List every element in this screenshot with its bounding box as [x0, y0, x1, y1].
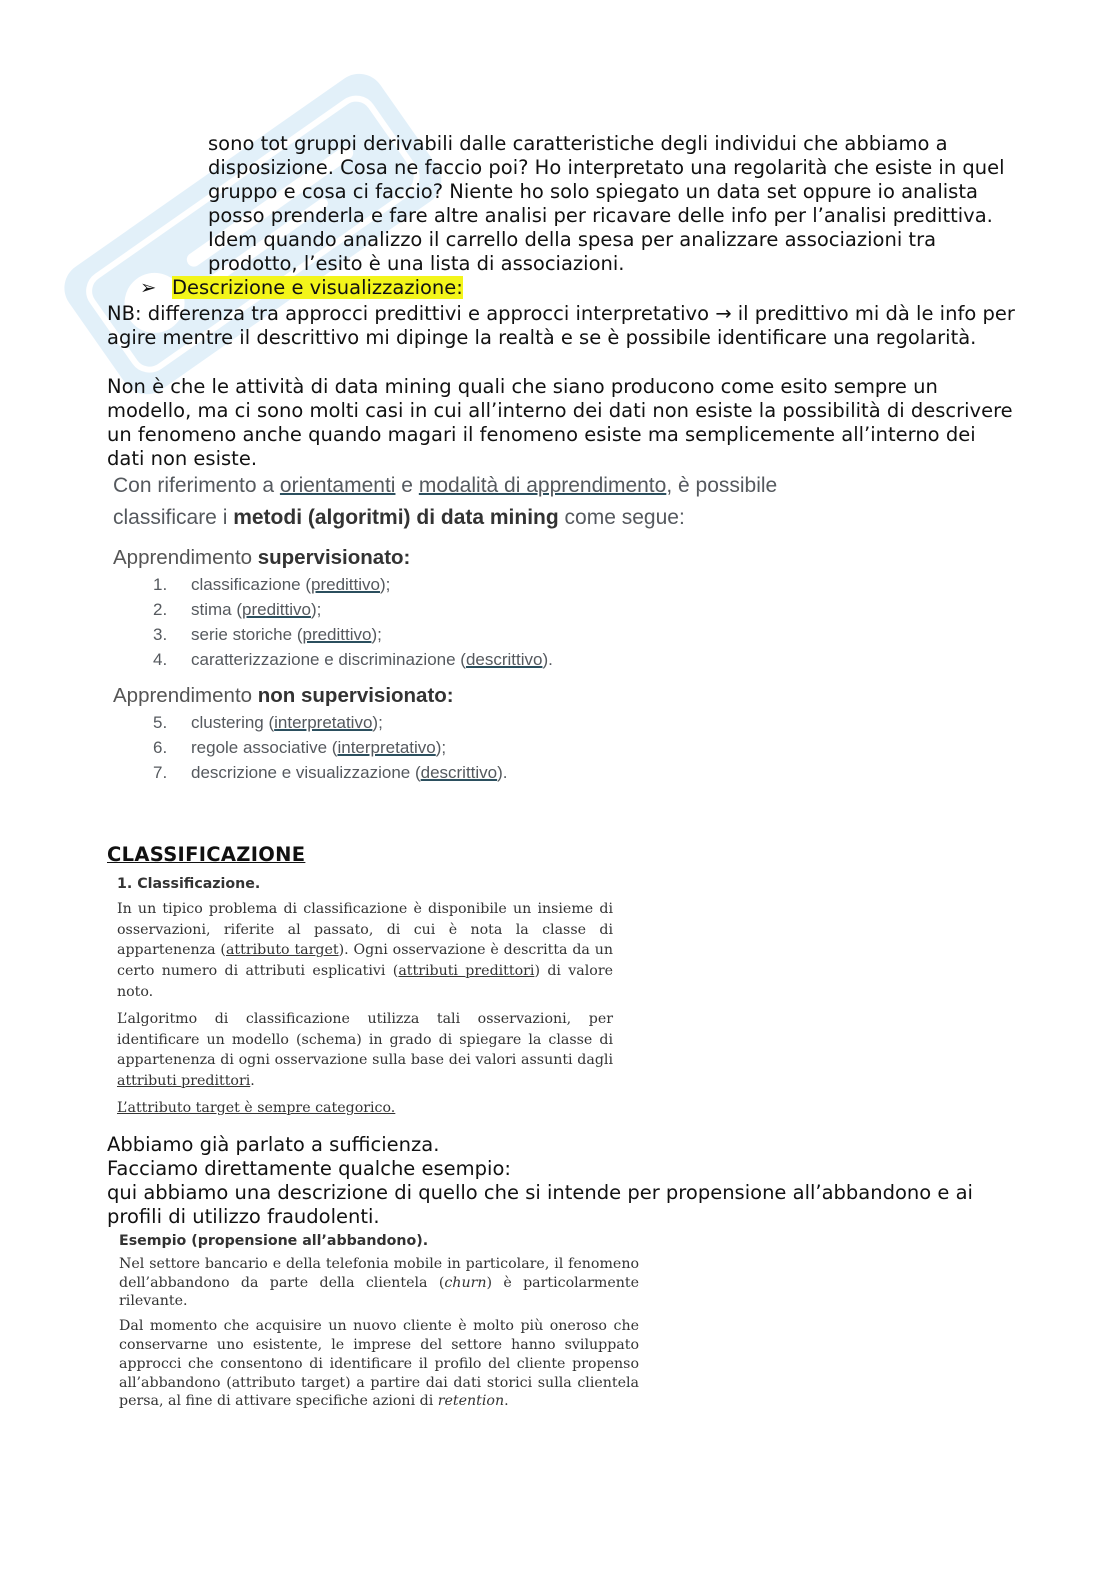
paragraph-after-2: Facciamo direttamente qualche esempio:: [107, 1157, 511, 1180]
list-item: 5. clustering (interpretativo);: [153, 713, 383, 732]
book-excerpt-churn: [119, 1232, 639, 1417]
excerpt-note: L’attributo target è sempre categorico.: [117, 1099, 396, 1116]
group-unsupervised: Apprendimento non supervisionato:: [113, 684, 454, 707]
list-unsupervised: [113, 710, 813, 785]
paragraph-intro: sono tot gruppi derivabili dalle caratteristiche degli individui che abbiamo a disposizione. Cosa ne faccio poi? Ho interpretato una regolarità che esiste in quel gruppo e cosa ci faccio? Niente ho solo spiegato un data set oppure io analista posso prenderla e fare altre analisi per ricavare delle info per l’analisi predittiva. Idem quando analizzo il carrello della spesa per analizzare associazioni tra prodotto, l’esito è una lista di associazioni.: [208, 132, 1005, 275]
group-supervised: Apprendimento supervisionato:: [113, 546, 411, 569]
book-excerpt-classification: [117, 874, 613, 1125]
excerpt-paragraph: Dal momento che acquisire un nuovo cliente è molto più oneroso che conservarne uno esistente, le imprese del settore hanno sviluppato approcci che consentono di identificare il profilo del cliente propenso all’abbandono (attributo target) a partire dai dati storici sulla clientela persa, al fine di attivare specifiche azioni di retention.: [119, 1318, 639, 1410]
list-item: 4. caratterizzazione e discriminazione (descrittivo).: [153, 650, 553, 669]
list-supervised: [113, 572, 813, 672]
excerpt-paragraph: In un tipico problema di classificazione è disponibile un insieme di osservazioni, riferite al passato, di cui è nota la classe di appartenenza (attributo target). Ogni osservazione è descritta da un certo numero di attributi esplicativi (attributi predittori) di valore noto.: [117, 900, 614, 1000]
slide-intro: Con riferimento a orientamenti e modalità di apprendimento, è possibile classificare i metodi (algoritmi) di data mining come segue:: [113, 474, 778, 529]
excerpt-heading: 1. Classificazione.: [117, 876, 261, 892]
excerpt-paragraph: Nel settore bancario e della telefonia mobile in particolare, il fenomeno dell’abbandono da parte della clientela (churn) è particolarmente rilevante.: [119, 1255, 639, 1310]
list-item: 3. serie storiche (predittivo);: [153, 625, 382, 644]
nb-paragraph: NB: differenza tra approcci predittivi e approcci interpretativo → il predittivo mi dà le info per agire mentre il descrittivo mi dipinge la realtà e se è possibile identificare una regolarità.: [107, 302, 1015, 349]
list-item: 1. classificazione (predittivo);: [153, 575, 391, 594]
list-item: 6. regole associative (interpretativo);: [153, 738, 447, 757]
list-item: 7. descrizione e visualizzazione (descrittivo).: [153, 763, 508, 782]
slide-methods-classification: [113, 470, 813, 785]
list-item: 2. stima (predittivo);: [153, 600, 322, 619]
excerpt-paragraph: L’algoritmo di classificazione utilizza tali osservazioni, per identificare un modello (schema) in grado di spiegare la classe di appartenenza di ogni osservazione sulla base dei valori assunti dagli attributi predittori.: [117, 1010, 613, 1090]
bullet-heading: Descrizione e visualizzazione:: [172, 276, 463, 299]
paragraph-after-3: qui abbiamo una descrizione di quello che si intende per propensione all’abbandono e ai profili di utilizzo fraudolenti.: [107, 1181, 973, 1228]
paragraph-after-1: Abbiamo già parlato a sufficienza.: [107, 1133, 440, 1156]
excerpt-heading: Esempio (propensione all’abbandono).: [119, 1233, 429, 1249]
arrow-bullet-icon: ➢: [140, 276, 157, 299]
section-title: CLASSIFICAZIONE: [107, 843, 306, 866]
paragraph-data-mining: Non è che le attività di data mining quali che siano producono come esito sempre un modello, ma ci sono molti casi in cui all’interno dei dati non esiste la possibilità di descrivere un fenomeno anche quando magari il fenomeno esiste ma semplicemente all’interno dei dati non esiste.: [107, 375, 1013, 470]
